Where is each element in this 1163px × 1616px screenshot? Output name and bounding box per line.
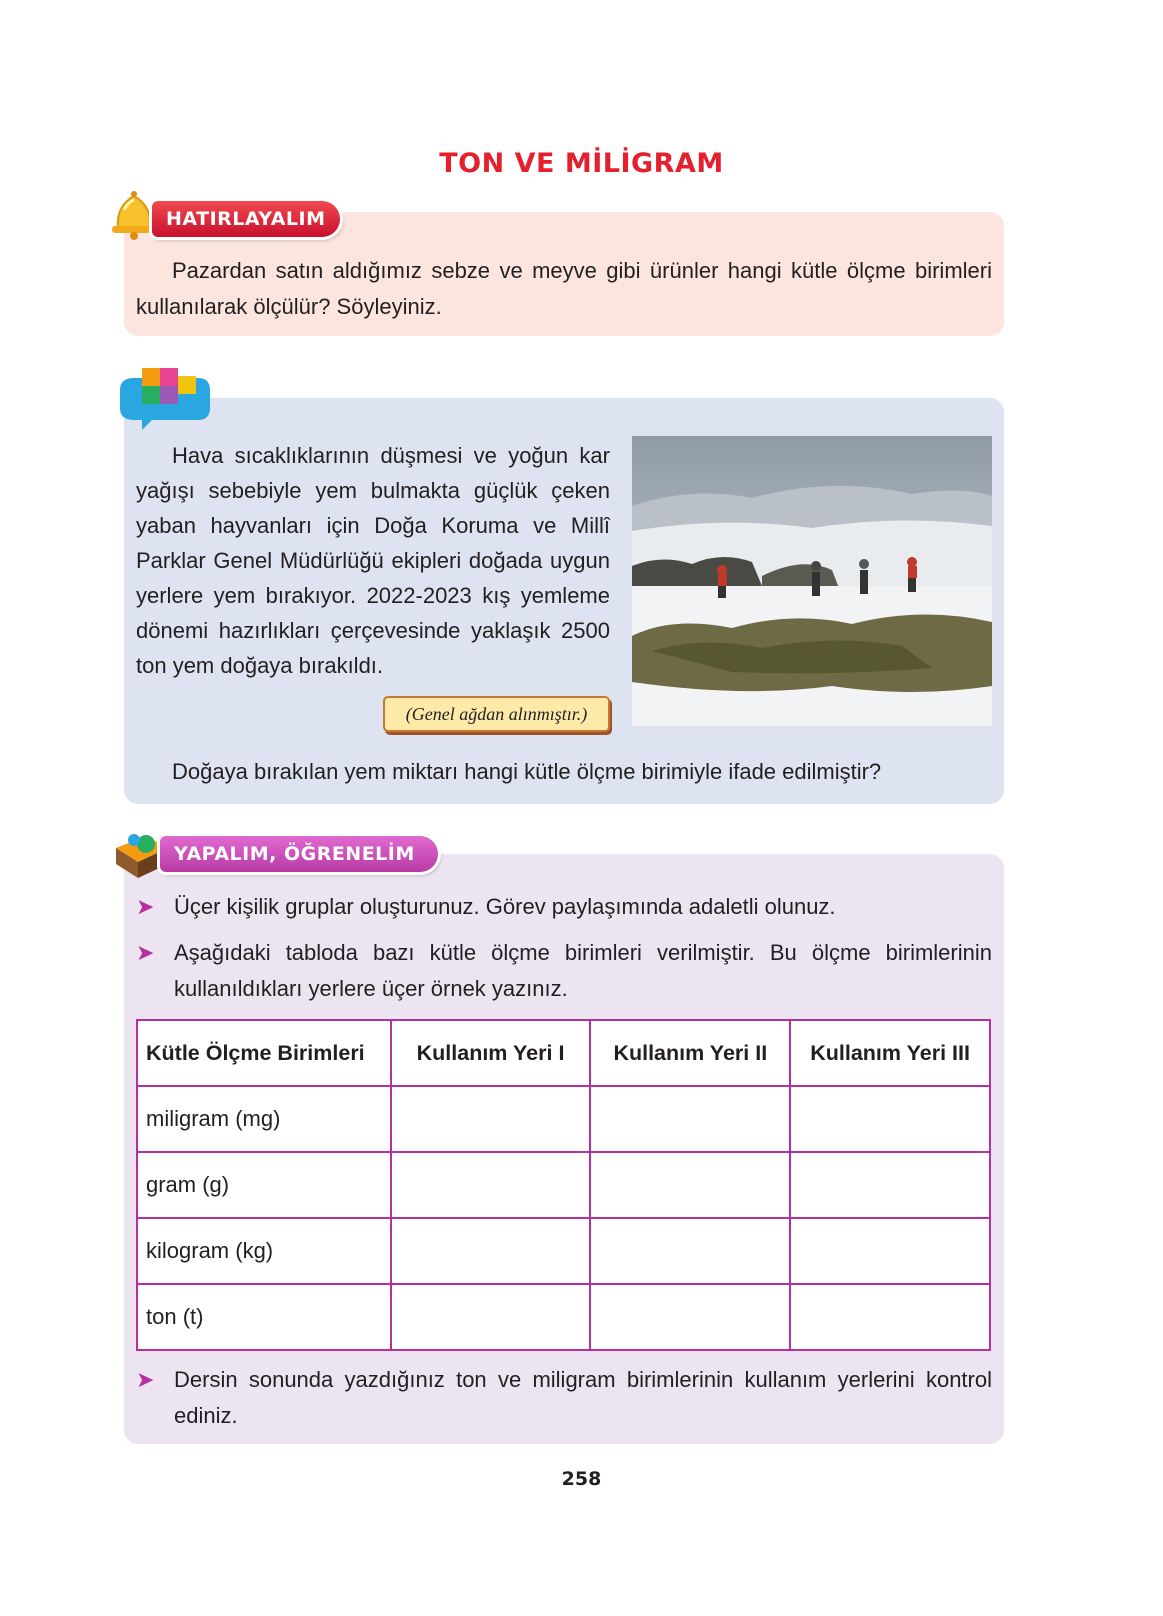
table-header: Kütle Ölçme Birimleri [137,1020,391,1086]
answer-cell[interactable] [590,1284,790,1350]
story-question: Doğaya bırakılan yem miktarı hangi kütle ölçme birimiyle ifade edilmiştir? [172,759,882,784]
unit-cell: gram (g) [137,1152,391,1218]
table-row [137,1218,990,1284]
answer-cell[interactable] [391,1284,591,1350]
table-header: Kullanım Yeri I [391,1020,591,1086]
remember-text: Pazardan satın aldığımız sebze ve meyve gibi ürünler hangi kütle ölçme birimleri kullanılarak ölçülür? Söyleyiniz. [136,258,992,319]
activity-bullet-1: ➤ Üçer kişilik gruplar oluşturunuz. Görev paylaşımında adaletli olunuz. [136,889,992,925]
arrow-bullet-icon: ➤ [136,940,155,965]
table-row [137,1284,990,1350]
answer-cell[interactable] [391,1086,591,1152]
answer-cell[interactable] [790,1284,990,1350]
unit-cell: kilogram (kg) [137,1218,391,1284]
activity-bullet-3: ➤ Dersin sonunda yazdığınız ton ve miligram birimlerinin kullanım yerlerini kontrol ediniz. [136,1362,992,1434]
table-header: Kullanım Yeri II [590,1020,790,1086]
answer-cell[interactable] [590,1152,790,1218]
table-header: Kullanım Yeri III [790,1020,990,1086]
page-title: TON VE MİLİGRAM [439,148,724,179]
page-number: 258 [561,1468,602,1490]
table-header-row [137,1020,990,1086]
remember-label: HATIRLAYALIM [152,201,340,237]
units-table [136,1019,991,1351]
source-note: (Genel ağdan alınmıştır.) [383,696,610,732]
unit-cell: miligram (mg) [137,1086,391,1152]
answer-cell[interactable] [590,1218,790,1284]
answer-cell[interactable] [790,1086,990,1152]
activity-bullet-2: ➤ Aşağıdaki tabloda bazı kütle ölçme birimleri verilmiştir. Bu ölçme birimlerinin kullanıldıkları yerlere üçer örnek yazınız. [136,935,992,1007]
arrow-bullet-icon: ➤ [136,894,155,919]
activity-label: YAPALIM, ÖĞRENELİM [160,836,438,872]
story-text: Hava sıcaklıklarının düşmesi ve yoğun kar yağışı sebebiyle yem bulmakta güçlük çeken yaban hayvanları için Doğa Koruma ve Millî Parklar Genel Müdürlüğü ekipleri doğada uygun yerlere yem bırakıyor. 2022-2023 kış yemleme dönemi hazırlıkları çerçevesinde yaklaşık 2500 ton yem doğaya bırakıldı. [136,443,610,678]
table-row [137,1152,990,1218]
answer-cell[interactable] [391,1218,591,1284]
puzzle-bubble-icon [112,360,212,432]
answer-cell[interactable] [790,1218,990,1284]
unit-cell: ton (t) [137,1284,391,1350]
answer-cell[interactable] [790,1152,990,1218]
answer-cell[interactable] [590,1086,790,1152]
arrow-bullet-icon: ➤ [136,1367,155,1392]
table-row [137,1086,990,1152]
answer-cell[interactable] [391,1152,591,1218]
snowy-field-photo [632,436,992,726]
